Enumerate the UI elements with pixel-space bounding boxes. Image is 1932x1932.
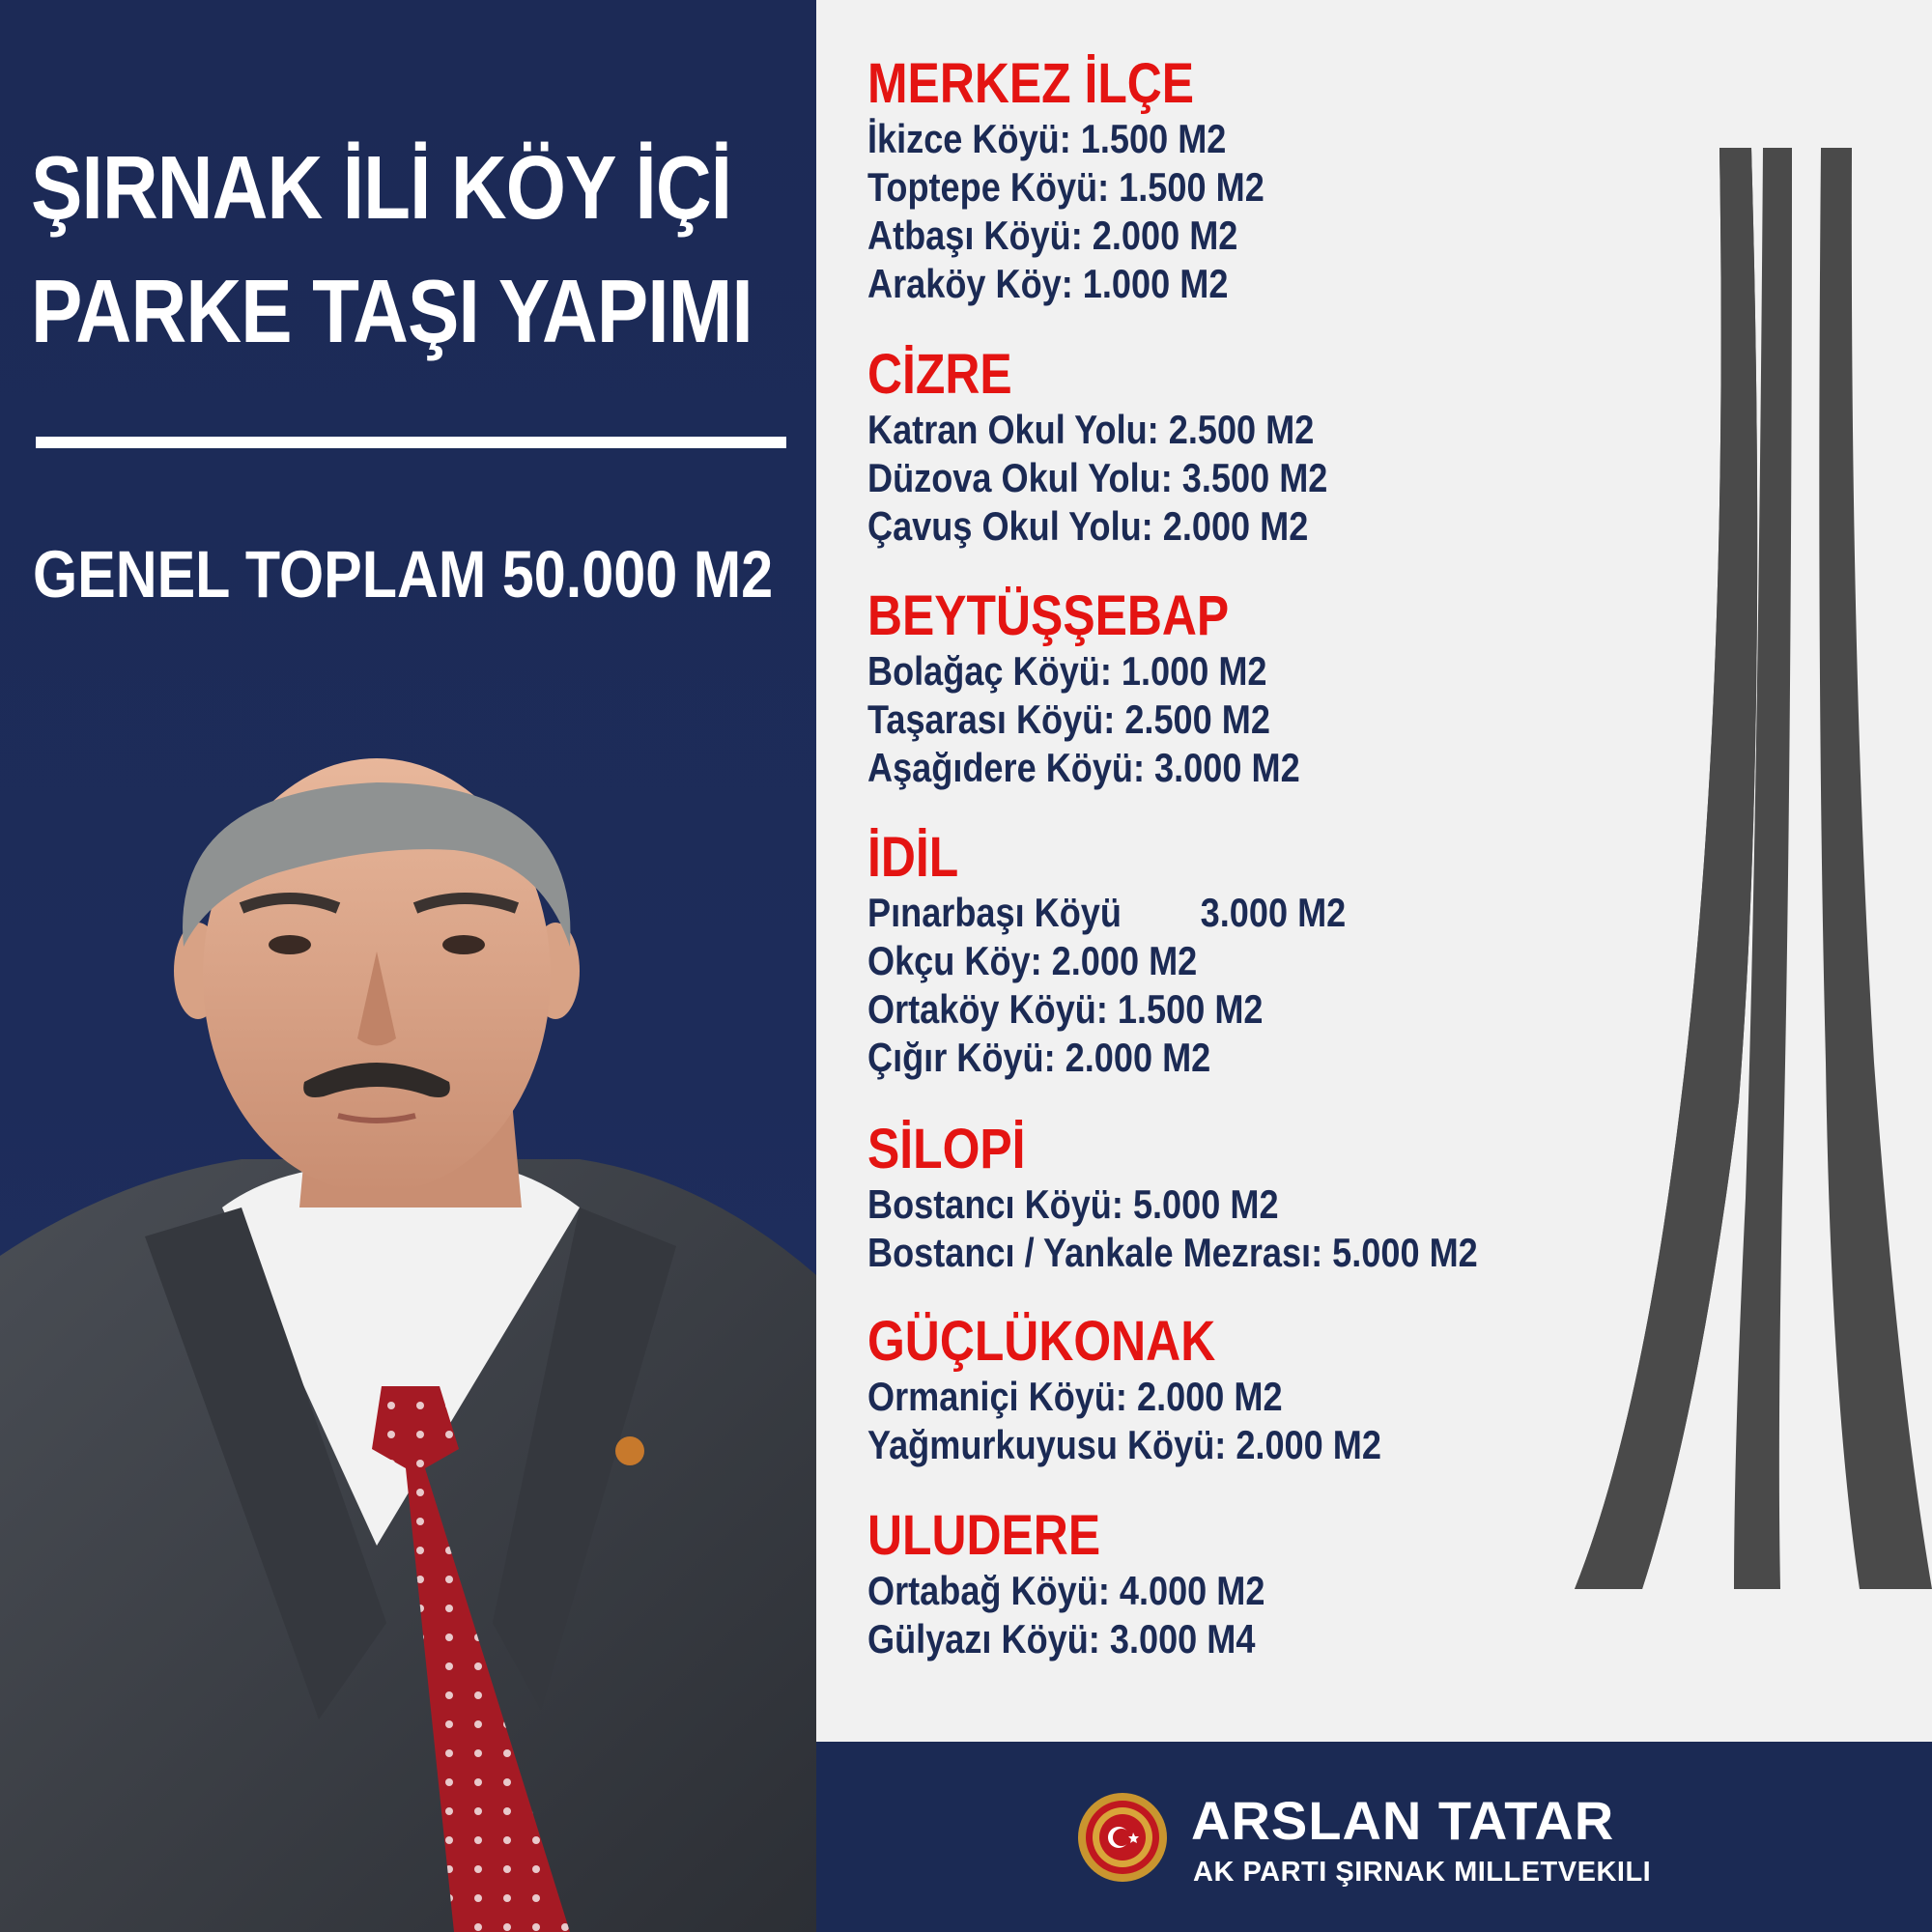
right-panel [816,0,1932,1742]
section-title: MERKEZ İLÇE [867,52,1195,115]
list-item: Ortabağ Köyü: 4.000 M2 [867,1568,1265,1613]
section-beytussebap [867,585,1371,792]
list-item: Yağmurkuyusu Köyü: 2.000 M2 [867,1422,1381,1467]
section-title: ULUDERE [867,1504,1101,1567]
list-item: Aşağıdere Köyü: 3.000 M2 [867,745,1300,790]
section-guclukonak [867,1311,1465,1469]
list-item: Atbaşı Köyü: 2.000 M2 [867,213,1238,258]
item-value: 3.000 M2 [1200,890,1347,935]
item-name: Pınarbaşı Köyü [867,890,1122,935]
section-cizre [867,344,1403,551]
title-divider [36,437,786,448]
section-title: CİZRE [867,343,1012,406]
list-item: Ormaniçi Köyü: 2.000 M2 [867,1374,1283,1419]
list-item [867,889,1346,937]
list-item: Bostancı / Yankale Mezrası: 5.000 M2 [867,1230,1478,1275]
section-title: SİLOPİ [867,1118,1026,1180]
list-item: Okçu Köy: 2.000 M2 [867,938,1198,983]
list-item: Katran Okul Yolu: 2.500 M2 [867,407,1315,452]
section-uludere [867,1505,1329,1663]
deputy-name: ARSLAN TATAR [1191,1790,1615,1851]
section-title: BEYTÜŞŞEBAP [867,584,1230,647]
list-item: Toptepe Köyü: 1.500 M2 [867,164,1264,210]
list-item: Bostancı Köyü: 5.000 M2 [867,1181,1279,1227]
section-idil [867,827,1424,1082]
list-item: Düzova Okul Yolu: 3.500 M2 [867,455,1328,500]
section-silopi [867,1119,1577,1277]
list-item: Gülyazı Köyü: 3.000 M4 [867,1616,1256,1662]
section-title: GÜÇLÜKONAK [867,1310,1216,1373]
section-title: İDİL [867,826,959,889]
left-panel [0,0,816,1932]
list-item: Araköy Köy: 1.000 M2 [867,261,1229,306]
list-item: Bolağaç Köyü: 1.000 M2 [867,648,1267,694]
footer [816,1742,1932,1932]
list-item: Taşarası Köyü: 2.500 M2 [867,696,1270,742]
list-item: Ortaköy Köyü: 1.500 M2 [867,986,1264,1032]
list-item: Çığır Köyü: 2.000 M2 [867,1035,1211,1080]
page-title [31,126,753,373]
general-total: GENEL TOPLAM 50.000 M2 [33,537,774,611]
title-line-2: PARKE TAŞI YAPIMI [31,261,753,361]
title-line-1: ŞIRNAK İLİ KÖY İÇİ [31,137,732,238]
list-item: İkizce Köyü: 1.500 M2 [867,116,1227,161]
deputy-role: AK PARTI ŞIRNAK MILLETVEKILI [1193,1857,1652,1888]
parliament-emblem-icon [1077,1792,1168,1883]
portrait-image [0,753,816,1932]
monument-graphic [1541,135,1932,1604]
list-item: Çavuş Okul Yolu: 2.000 M2 [867,503,1309,549]
section-merkez [867,53,1329,308]
